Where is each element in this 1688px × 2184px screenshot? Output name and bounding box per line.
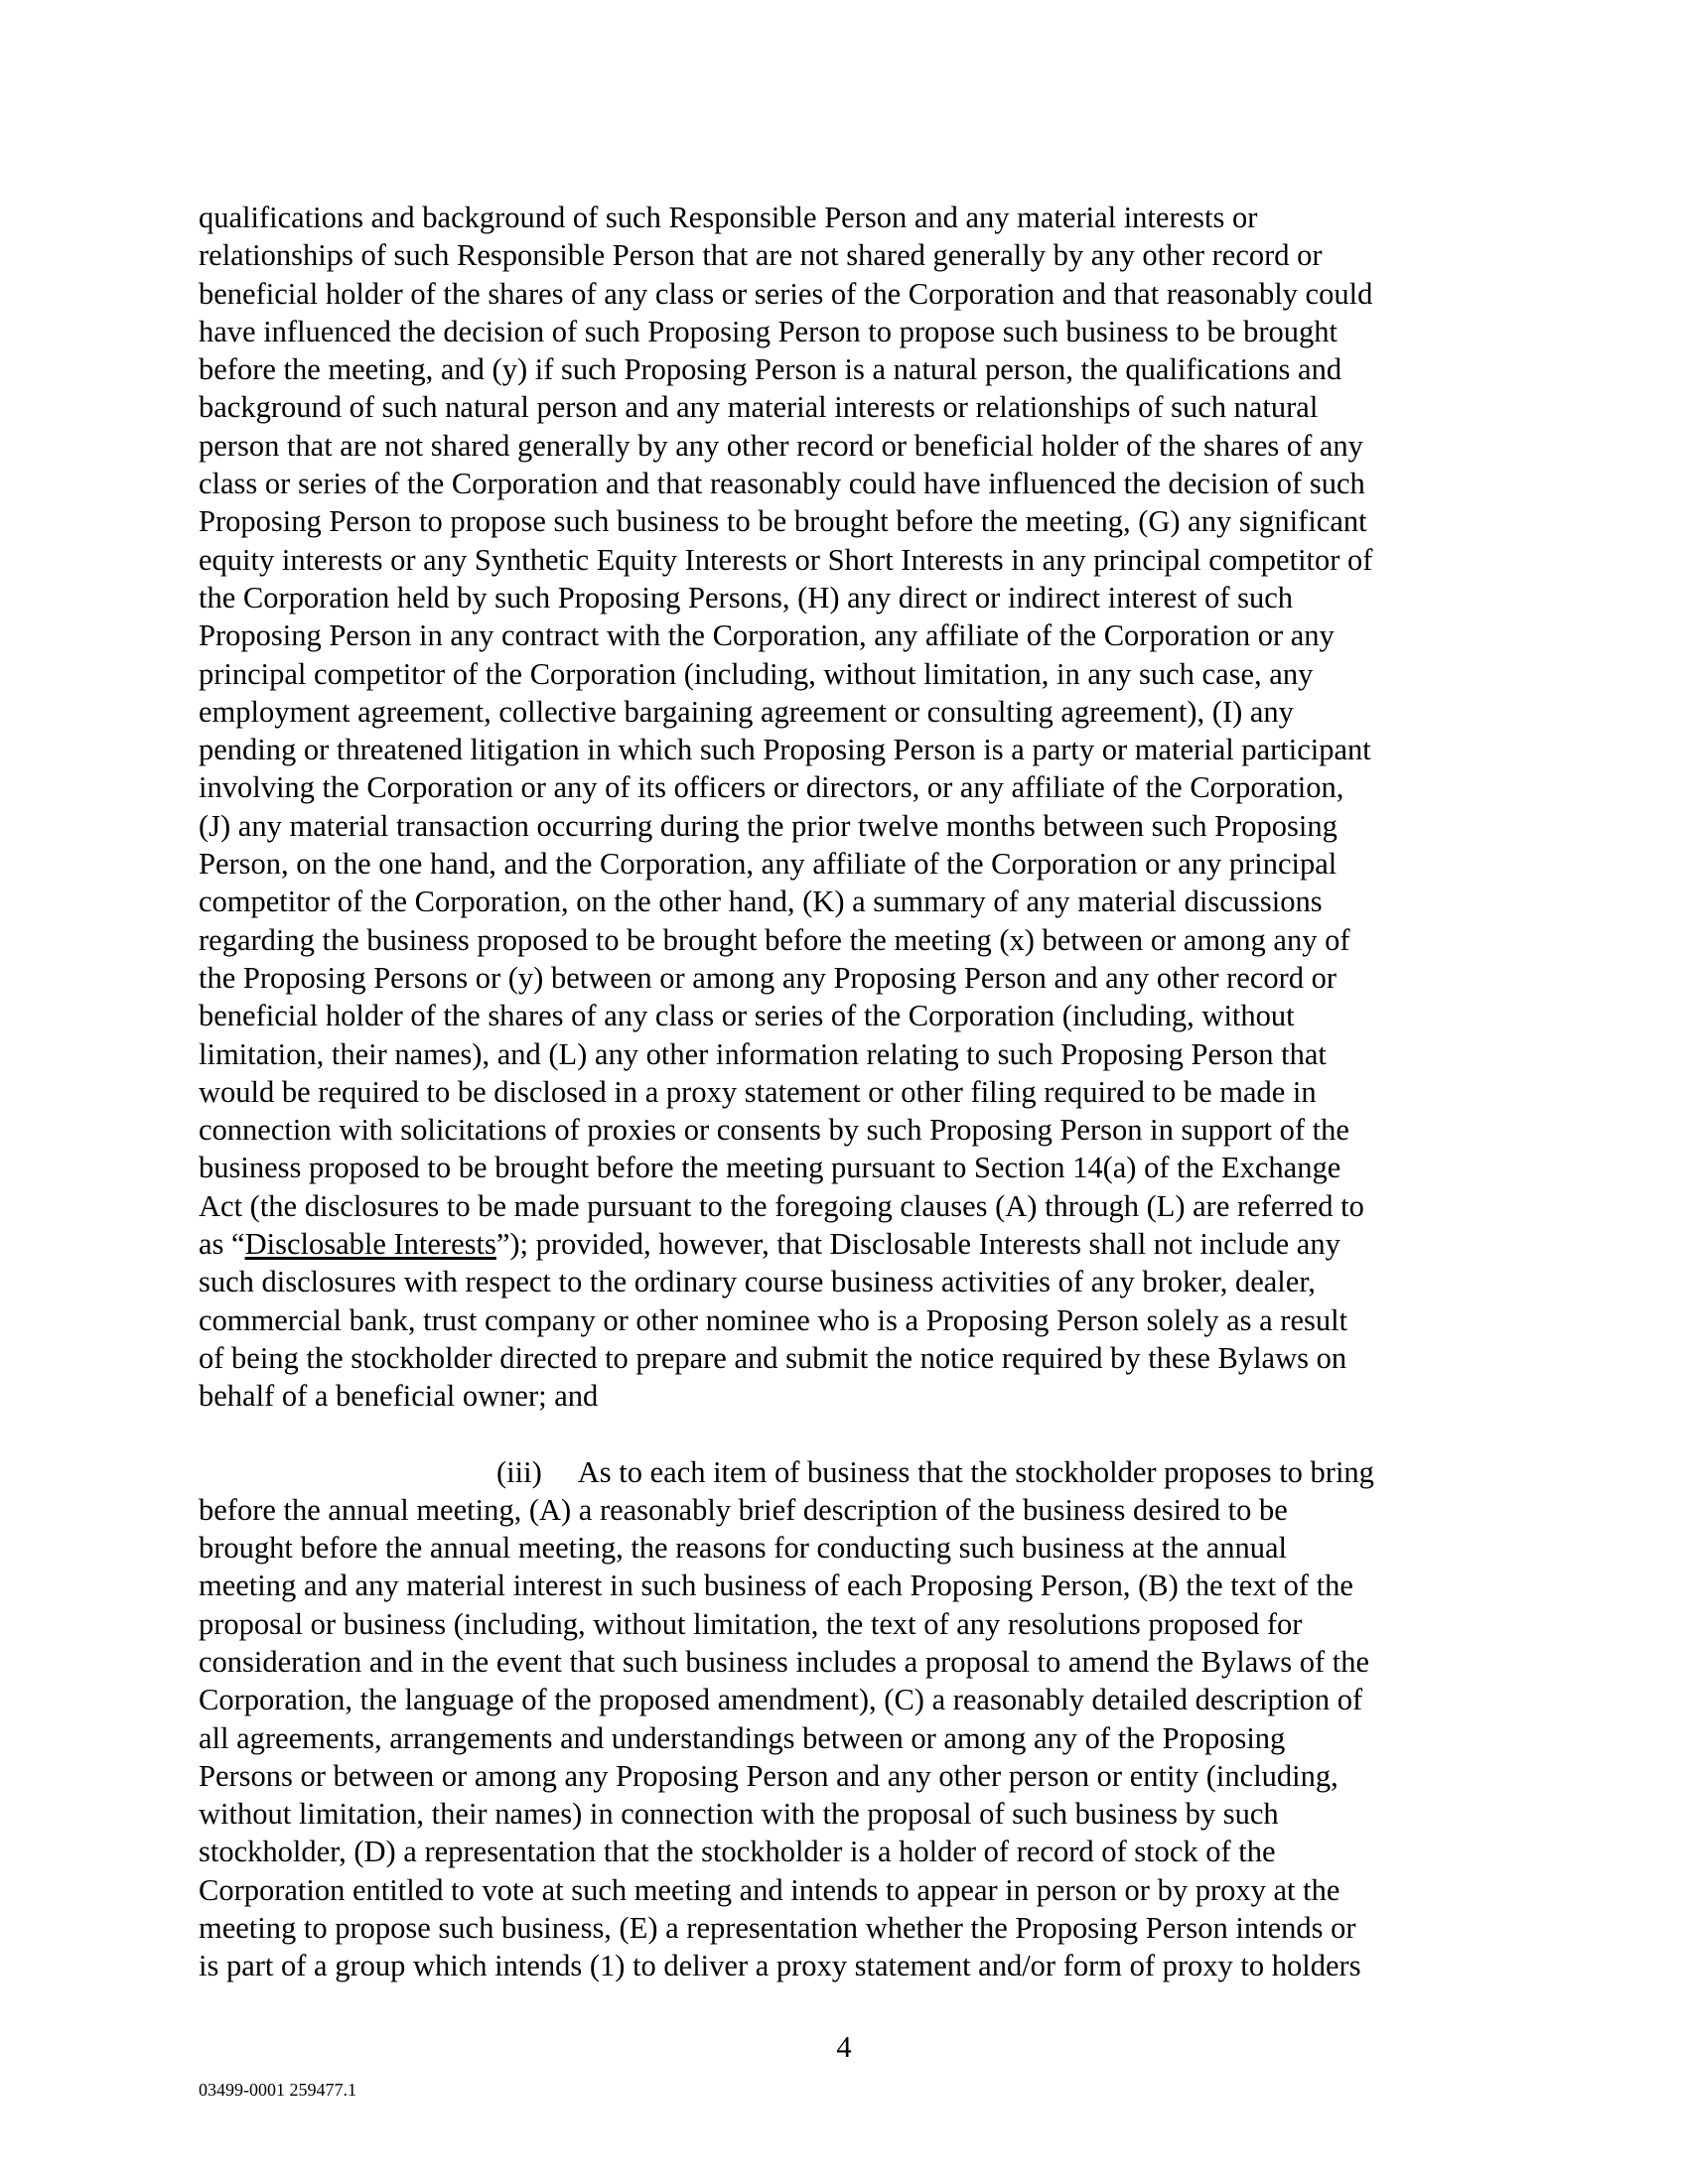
text-line: qualifications and background of such Responsible Person and any material interests or [199,201,1258,234]
text-line: such disclosures with respect to the ordinary course business activities of any broker, dealer, [199,1265,1316,1299]
text-line: Act (the disclosures to be made pursuant to the foregoing clauses (A) through (L) are referred to [199,1188,1364,1223]
clause-first-line [199,1453,1489,1491]
text-segment: as “ [199,1227,245,1262]
text-line: Corporation entitled to vote at such meeting and intends to appear in person or by proxy at the [199,1872,1340,1907]
text-line: proposal or business (including, without limitation, the text of any resolutions proposed for [199,1606,1303,1641]
text-line: of being the stockholder directed to prepare and submit the notice required by these Bylaws on [199,1340,1347,1375]
text-line: Person, on the one hand, and the Corporation, any affiliate of the Corporation or any principal [199,847,1337,882]
page-number: 4 [836,2030,852,2064]
text-line: before the annual meeting, (A) a reasonably brief description of the business desired to be [199,1492,1288,1527]
defined-term-line [199,1225,1489,1263]
text-line: Proposing Person to propose such business to be brought before the meeting, (G) any significant [199,504,1367,539]
text-line: person that are not shared generally by any other record or beneficial holder of the shares of any [199,428,1363,463]
text-line: is part of a group which intends (1) to deliver a proxy statement and/or form of proxy to holders [199,1949,1361,1983]
text-line: limitation, their names), and (L) any other information relating to such Proposing Person that [199,1036,1327,1071]
text-line: Persons or between or among any Proposing Person and any other person or entity (including, [199,1758,1338,1793]
text-line: the Corporation held by such Proposing Persons, (H) any direct or indirect interest of such [199,580,1294,614]
text-line: connection with solicitations of proxies or consents by such Proposing Person in support of the [199,1113,1349,1148]
text-line: consideration and in the event that such business includes a proposal to amend the Bylaws of the [199,1644,1370,1679]
text-line: meeting and any material interest in such business of each Proposing Person, (B) the text of the [199,1569,1353,1603]
text-line: all agreements, arrangements and understandings between or among any of the Proposing [199,1720,1286,1755]
text-line: pending or threatened litigation in which such Proposing Person is a party or material participant [199,733,1371,767]
text-line: competitor of the Corporation, on the other hand, (K) a summary of any material discussions [199,885,1323,919]
text-line: without limitation, their names) in connection with the proposal of such business by such [199,1797,1279,1832]
text-line: behalf of a beneficial owner; and [199,1379,599,1414]
text-segment: As to each item of business that the stockholder proposes to bring [577,1454,1374,1489]
text-line: background of such natural person and any material interests or relationships of such natural [199,390,1319,425]
text-line: beneficial holder of the shares of any class or series of the Corporation and that reasonably could [199,276,1373,311]
text-line: beneficial holder of the shares of any class or series of the Corporation (including, without [199,999,1295,1033]
text-line: business proposed to be brought before the meeting pursuant to Section 14(a) of the Exchange [199,1151,1341,1185]
document-id-footer: 03499-0001 259477.1 [199,2080,356,2100]
text-line: Proposing Person in any contract with the Corporation, any affiliate of the Corporation or any [199,618,1335,653]
text-line: meeting to propose such business, (E) a representation whether the Proposing Person intends or [199,1911,1356,1946]
text-line: (J) any material transaction occurring during the prior twelve months between such Proposing [199,808,1337,843]
clause-marker: (iii) [496,1454,542,1489]
paragraph-iii [199,1453,1489,1985]
text-segment: ”); provided, however, that Disclosable Interests shall not include any [495,1227,1340,1262]
paragraph-disclosable-interests [199,199,1489,1416]
text-line: involving the Corporation or any of its officers or directors, or any affiliate of the Corporation, [199,770,1344,805]
text-line: have influenced the decision of such Proposing Person to propose such business to be brought [199,314,1337,348]
text-line: class or series of the Corporation and that reasonably could have influenced the decision of such [199,467,1365,501]
text-line: principal competitor of the Corporation (including, without limitation, in any such case, any [199,656,1314,691]
text-line: Corporation, the language of the proposed amendment), (C) a reasonably detailed description of [199,1683,1363,1717]
document-body [199,199,1489,1985]
text-line: the Proposing Persons or (y) between or among any Proposing Person and any other record or [199,960,1337,995]
text-line: commercial bank, trust company or other nominee who is a Proposing Person solely as a result [199,1302,1348,1337]
defined-term: Disclosable Interests [244,1227,496,1262]
text-line: employment agreement, collective bargaining agreement or consulting agreement), (I) any [199,694,1294,729]
text-line: brought before the annual meeting, the reasons for conducting such business at the annual [199,1531,1287,1566]
text-line: regarding the business proposed to be brought before the meeting (x) between or among any of [199,922,1350,957]
text-line: relationships of such Responsible Person that are not shared generally by any other record or [199,238,1323,273]
text-line: stockholder, (D) a representation that the stockholder is a holder of record of stock of the [199,1835,1276,1869]
paragraph-spacer [199,1416,1489,1453]
text-line: would be required to be disclosed in a proxy statement or other filing required to be made in [199,1074,1317,1109]
text-line: equity interests or any Synthetic Equity Interests or Short Interests in any principal competitor of [199,542,1373,577]
text-line: before the meeting, and (y) if such Proposing Person is a natural person, the qualifications and [199,352,1342,387]
